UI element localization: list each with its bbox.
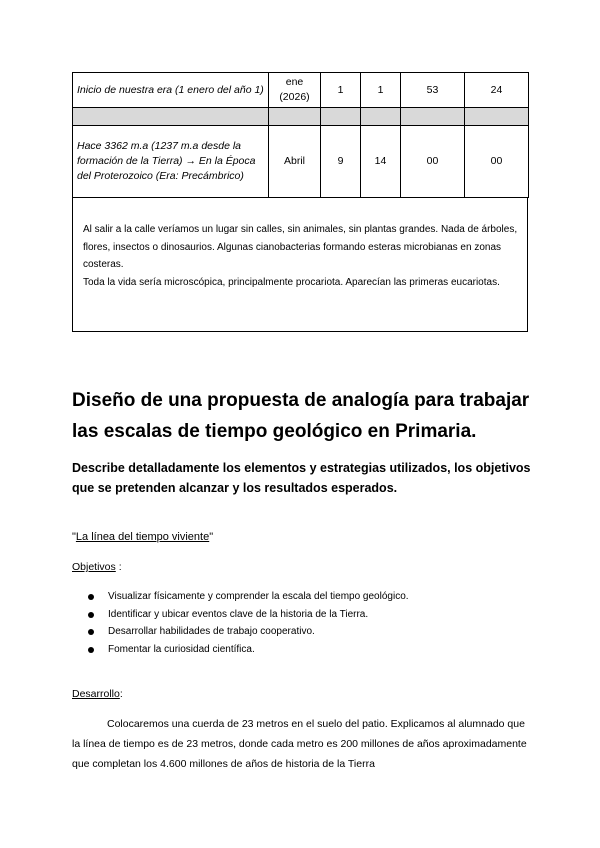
- event-description: Inicio de nuestra era (1 enero del año 1): [73, 73, 269, 108]
- proposal-name: [72, 531, 213, 543]
- empty-cell: [401, 108, 465, 126]
- empty-cell: [361, 108, 401, 126]
- value-cell: 14: [361, 126, 401, 198]
- quote-mark: ": [72, 531, 76, 543]
- month-cell: ene (2026): [269, 73, 321, 108]
- list-item: Desarrollar habilidades de trabajo cooperativo.: [72, 623, 528, 641]
- list-item: Identificar y ubicar eventos clave de la historia de la Tierra.: [72, 606, 528, 624]
- development-paragraph: Colocaremos una cuerda de 23 metros en el suelo del patio. Explicamos al alumnado que la línea de tiempo es de 23 metros, donde cada metro es 200 millones de años aproximadamente que completan los 4.600 millones de años de historia de la Tierra: [72, 718, 527, 770]
- value-cell: 00: [401, 126, 465, 198]
- value-cell: 24: [465, 73, 529, 108]
- value-cell: 00: [465, 126, 529, 198]
- empty-cell: [321, 108, 361, 126]
- quote-mark: ": [209, 531, 214, 543]
- narrative-cell: [72, 197, 528, 332]
- bullet-icon: [88, 612, 94, 618]
- bullet-icon: [88, 594, 94, 600]
- list-item: Visualizar físicamente y comprender la escala del tiempo geológico.: [72, 588, 528, 606]
- empty-cell: [465, 108, 529, 126]
- value-cell: 53: [401, 73, 465, 108]
- table-row: [73, 126, 529, 198]
- month-cell: Abril: [269, 126, 321, 198]
- separator-row: [73, 108, 529, 126]
- value-cell: 1: [361, 73, 401, 108]
- bullet-icon: [88, 647, 94, 653]
- event-description: Hace 3362 m.a (1237 m.a desde la formación de la Tierra) → En la Época del Proterozoico (Era: Precámbrico): [73, 126, 269, 198]
- value-cell: 1: [321, 73, 361, 108]
- narrative-paragraph: Toda la vida sería microscópica, principalmente procariota. Aparecían las primeras eucariotas.: [83, 276, 500, 288]
- proposal-title: La línea del tiempo viviente: [75, 531, 210, 543]
- time-equivalence-table: [72, 72, 529, 198]
- narrative-paragraph: Al salir a la calle veríamos un lugar sin calles, sin animales, sin plantas grandes. Nada de árboles, flores, insectos o dinosaurios. Algunas cianobacterias formando esteras microbianas en zonas costeras.: [83, 224, 518, 270]
- section-title: Diseño de una propuesta de analogía para trabajar las escalas de tiempo geológico en Primaria.: [72, 390, 530, 442]
- empty-cell: [73, 108, 269, 126]
- table-row: [73, 73, 529, 108]
- objectives-list: [72, 588, 528, 658]
- bullet-icon: [88, 629, 94, 635]
- development-label: Desarrollo:: [72, 688, 123, 700]
- empty-cell: [269, 108, 321, 126]
- list-item: Fomentar la curiosidad científica.: [72, 641, 528, 659]
- section-subtitle: Describe detalladamente los elementos y estrategias utilizados, los objetivos que se pretenden alcanzar y los resultados esperados.: [72, 461, 531, 495]
- value-cell: 9: [321, 126, 361, 198]
- objectives-label: Objetivos :: [72, 561, 122, 573]
